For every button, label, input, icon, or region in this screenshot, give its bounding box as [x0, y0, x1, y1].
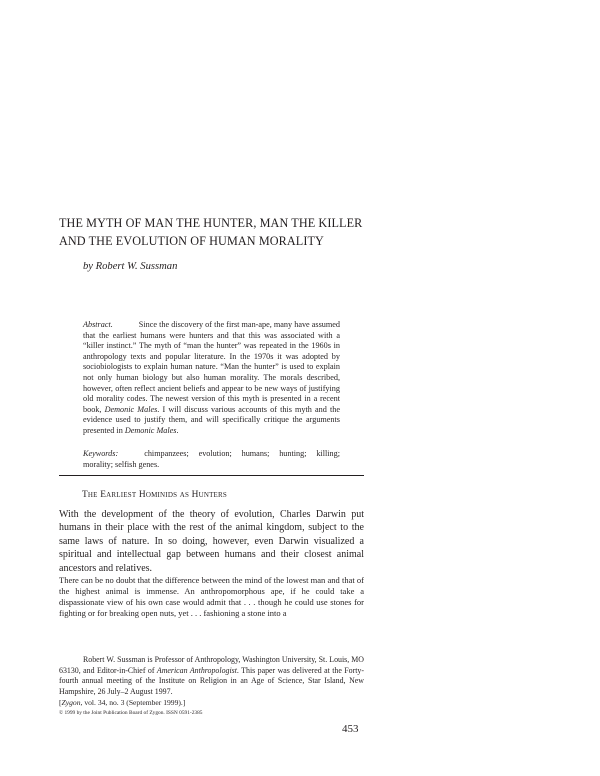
title-line-2: AND THE EVOLUTION OF HUMAN MORALITY	[59, 233, 324, 248]
footnote-text-2: . This paper was delivered at the Forty-fourth annual meeting of the Institute on Religion in an Age of Science, Star Island, New Hampshire, 26 July–2 August 1997.	[59, 665, 365, 696]
abstract	[83, 320, 340, 437]
abstract-text-1: Since the discovery of the first man-ape, many have assumed that the earliest humans were hunters and that this was associated with a “killer instinct.” The myth of “man the hunter” was repeated in the 1960s in anthropology texts and popular literature. In the 1970s it was adopted by sociobiologists to explain human nature. “Man the hunter” is used to explain not only human biology but also human morality. The morals described, however, often reflect ancient beliefs and appear to be new ways of justifying old morality codes. The newest version of this myth is presented in a recent book,	[83, 320, 340, 414]
abstract-text-2: . I will discuss various accounts of this myth and the evidence used to justify them, and will specifically critique the arguments presented in	[83, 404, 340, 435]
body-paragraph: With the development of the theory of evolution, Charles Darwin put humans in their place with the rest of the animal kingdom, subject to the same laws of nature. In so doing, however, even Darwin visualized a spiritual and intellectual gap between humans and their closest animal ancestors and relatives.	[59, 509, 364, 574]
footnote-journal: American Anthropologist	[156, 665, 237, 675]
citation-rest: , vol. 34, no. 3 (September 1999).]	[80, 698, 186, 707]
abstract-book-title-2: Demonic Males	[124, 425, 177, 435]
author-byline: by Robert W. Sussman	[83, 261, 178, 272]
citation-open-bracket: [	[59, 698, 62, 707]
author-footnote	[59, 655, 364, 697]
section-divider	[59, 475, 364, 476]
abstract-book-title-1: Demonic Males	[104, 404, 158, 414]
copyright-line: © 1999 by the Joint Publication Board of Zygon. ISSN 0591-2385	[59, 710, 203, 716]
section-heading: The Earliest Hominids as Hunters	[82, 490, 227, 500]
journal-citation	[59, 698, 185, 707]
quote-paragraph: There can be no doubt that the difference between the mind of the lowest man and that of the highest animal is immense. An anthropomorphous ape, if he could take a dispassionate view of his own case would admit that . . . though he could use stones for fighting or for breaking open nuts, yet . . . fashioning a stone into a	[59, 575, 364, 618]
keywords-text: chimpanzees; evolution; humans; hunting; killing; morality; selfish genes.	[83, 449, 340, 469]
article-title	[59, 215, 389, 250]
keywords	[83, 449, 340, 470]
abstract-label: Abstract.	[83, 320, 113, 329]
keywords-label: Keywords:	[83, 449, 119, 458]
abstract-text-3: .	[176, 425, 179, 435]
footnote-text-1: Robert W. Sussman is Professor of Anthropology, Washington University, St. Louis, MO 63130, and Editor-in-Chief of	[59, 655, 364, 675]
title-line-1: THE MYTH OF MAN THE HUNTER, MAN THE KILLER	[59, 216, 363, 230]
citation-journal: Zygon	[61, 698, 81, 707]
page-number: 453	[342, 723, 359, 735]
